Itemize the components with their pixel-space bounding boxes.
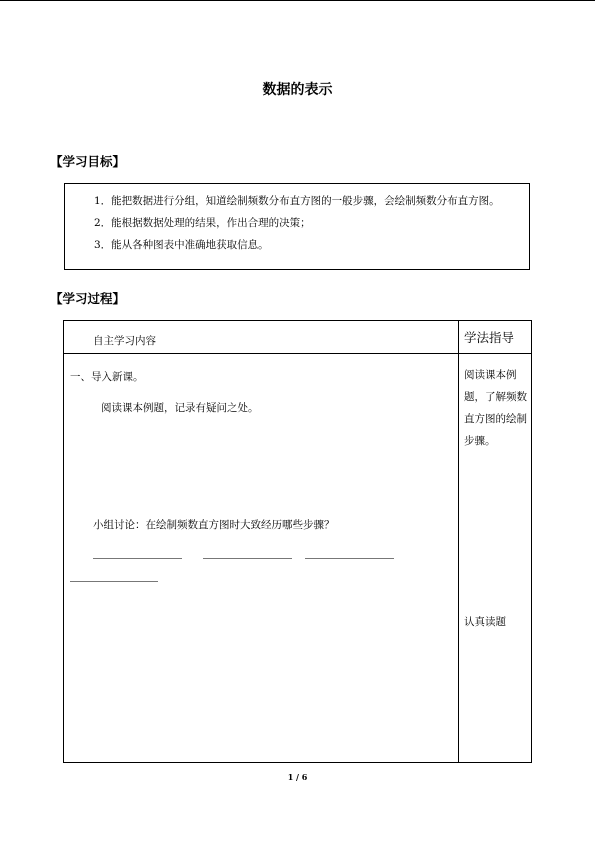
answer-blank-4[interactable] bbox=[70, 581, 158, 582]
discussion-prompt: 小组讨论：在绘制频数直方图时大致经历哪些步骤？ bbox=[93, 519, 335, 531]
header-divider bbox=[64, 353, 531, 354]
reading-instruction: 阅读课本例题，记录有疑问之处。 bbox=[101, 402, 259, 414]
page-number: 1 / 6 bbox=[287, 772, 308, 782]
goals-heading: 【学习目标】 bbox=[50, 154, 126, 169]
section-title: 一、导入新课。 bbox=[70, 371, 144, 383]
goal-item-1: 1．能把数据进行分组，知道绘制频数分布直方图的一般步骤，会绘制频数分布直方图。 bbox=[94, 195, 500, 207]
goals-box bbox=[64, 183, 530, 270]
answer-blank-2[interactable] bbox=[203, 558, 292, 559]
top-rule bbox=[0, 0, 595, 1]
process-table bbox=[63, 320, 532, 763]
answer-blank-1[interactable] bbox=[93, 558, 182, 559]
document-title: 数据的表示 bbox=[262, 82, 333, 98]
guide-note-careful: 认真读题 bbox=[464, 616, 506, 628]
column-header-guide: 学法指导 bbox=[464, 330, 515, 345]
guide-note-reading: 阅读课本例题，了解频数直方图的绘制步骤。 bbox=[464, 369, 527, 447]
process-heading: 【学习过程】 bbox=[50, 291, 126, 306]
goal-item-2: 2．能根据数据处理的结果，作出合理的决策； bbox=[94, 217, 311, 229]
column-divider bbox=[458, 321, 459, 762]
answer-blank-3[interactable] bbox=[305, 558, 394, 559]
column-header-main: 自主学习内容 bbox=[93, 335, 156, 347]
goal-item-3: 3．能从各种图表中准确地获取信息。 bbox=[94, 239, 269, 251]
